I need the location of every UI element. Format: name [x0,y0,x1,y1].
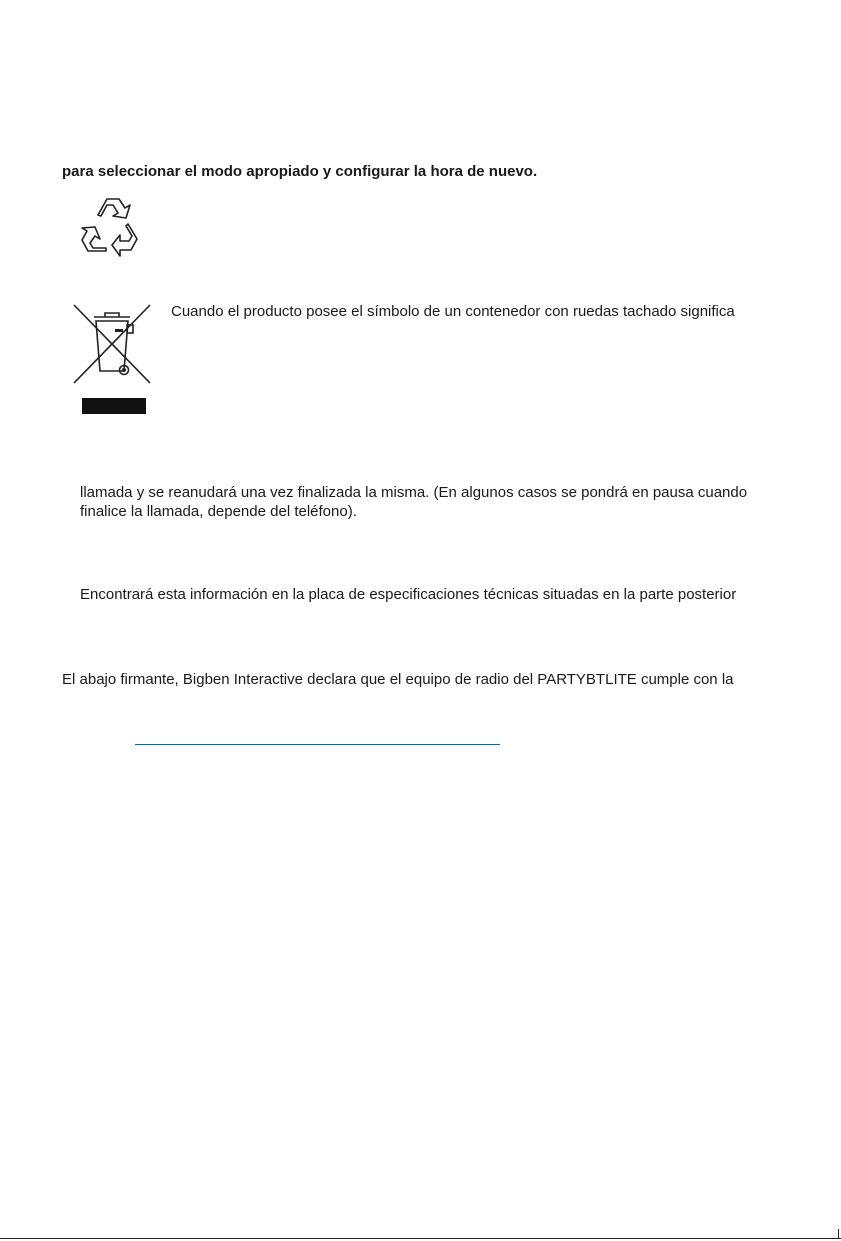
footer-rule [0,1238,841,1239]
crossed-out-wheeled-bin-icon [72,303,152,415]
call-paragraph-line-1: llamada y se reanudará una vez finalizada la misma. (En algunos casos se pondrá en pausa cuando [80,484,748,501]
declaration-paragraph: El abajo firmante, Bigben Interactive declara que el equipo de radio del PARTYBTLITE cumple con la [62,671,734,688]
recycle-icon [76,193,148,263]
spec-paragraph: Encontrará esta información en la placa de especificaciones técnicas situadas en la parte posterior [80,586,737,603]
footer-corner-mark [838,1229,839,1239]
link-underline[interactable] [135,744,500,745]
call-paragraph-line-2: finalice la llamada, depende del teléfono). [80,503,357,520]
section-heading: para seleccionar el modo apropiado y configurar la hora de nuevo. [62,163,538,180]
weee-text: Cuando el producto posee el símbolo de un contenedor con ruedas tachado significa [171,303,735,320]
